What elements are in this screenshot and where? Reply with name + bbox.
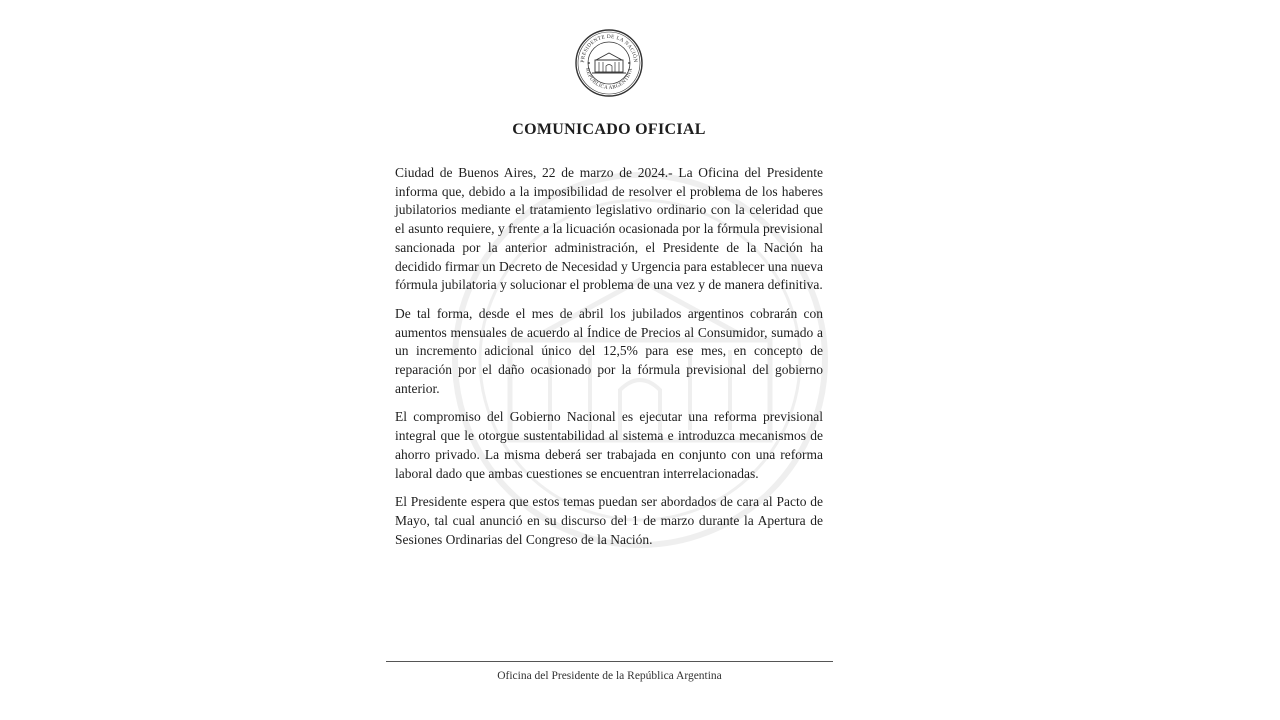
document-body (395, 164, 823, 559)
paragraph: El Presidente espera que estos temas puedan ser abordados de cara al Pacto de Mayo, tal cual anunció en su discurso del 1 de marzo durante la Apertura de Sesiones Ordinarias del Congreso de la Nación. (395, 494, 823, 547)
paragraph: El compromiso del Gobierno Nacional es ejecutar una reforma previsional integral que le otorgue sustentabilidad al sistema e introduzca mecanismos de ahorro privado. La misma deberá ser trabajada en conjunto con una reforma laboral dado que ambas cuestiones se encuentran interrelacionadas. (395, 409, 823, 481)
presidential-seal-logo (574, 28, 644, 98)
svg-text:REPÚBLICA ARGENTINA: REPÚBLICA ARGENTINA (584, 67, 634, 92)
footer-text: Oficina del Presidente de la República Argentina (497, 670, 722, 682)
footer-divider (386, 661, 833, 662)
svg-text:PRESIDENTE DE LA NACIÓN: PRESIDENTE DE LA NACIÓN (579, 34, 639, 63)
paragraph: De tal forma, desde el mes de abril los jubilados argentinos cobrarán con aumentos mensuales de acuerdo al Índice de Precios al Consumidor, sumado a un incremento adicional único del 12,5% para ese mes, en concepto de reparación por el daño ocasionado por la fórmula previsional del gobierno anterior. (395, 305, 823, 396)
paragraph: Ciudad de Buenos Aires, 22 de marzo de 2024.- La Oficina del Presidente informa que, debido a la imposibilidad de resolver el problema de los haberes jubilatorios mediante el tratamiento legislativo ordinario con la celeridad que el asunto requiere, y frente a la licuación ocasionada por la fórmula previsional sancionada por la anterior administración, el Presidente de la Nación ha decidido firmar un Decreto de Necesidad y Urgencia para establecer una nueva fórmula jubilatoria y solucionar el problema de una vez y de manera definitiva. (395, 165, 823, 293)
document-title: COMUNICADO OFICIAL (512, 121, 706, 138)
